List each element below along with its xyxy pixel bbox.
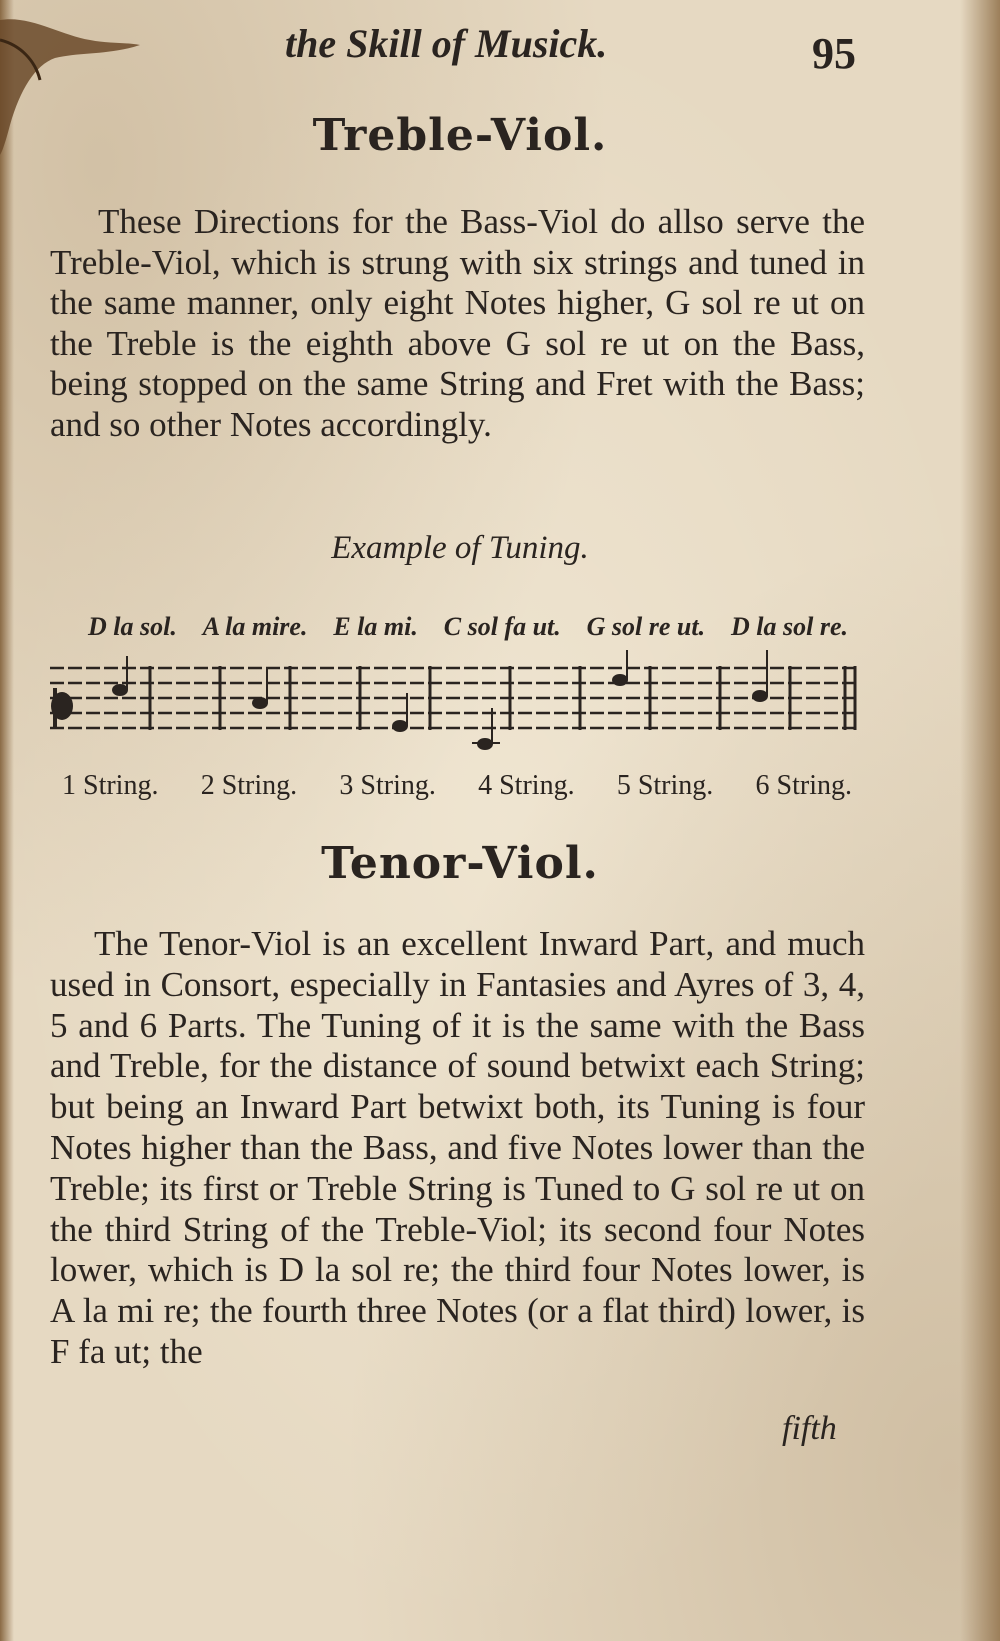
page-edge-left [0, 0, 14, 1641]
catchword: fifth [782, 1410, 837, 1447]
string-label: 1 String. [62, 770, 159, 801]
string-label: 5 String. [616, 770, 714, 801]
treble-viol-title: Treble-Viol. [312, 110, 608, 161]
tenor-viol-paragraph: The Tenor-Viol is an excellent Inward Part, and much used in Consort, especially in Fantasies and Ayres of 3, 4, 5 and 6 Parts. The Tuning of it is the same with the Bass and Treble, for the distance of sound betwixt each String; but being an Inward Part betwixt both, its Tuning is four Notes higher than the Bass, and five Notes lower than the Treble; its first or Treble String is Tuned to G sol re ut on the third String of the Treble-Viol; its second four Notes lower, which is D la sol re; the third four Notes lower, is A la mi re; the fourth three Notes (or a flat third) lower, is F fa ut; the [50, 924, 865, 1371]
string-label: 4 String. [478, 770, 575, 801]
note-name: G sol re ut. [586, 612, 706, 641]
note-name: A la mire. [202, 612, 308, 641]
page-number: 95 [812, 29, 856, 78]
running-head: the Skill of Musick. [285, 21, 608, 66]
note-head [393, 721, 407, 731]
note-head [753, 691, 767, 701]
notes [113, 650, 767, 749]
note-head [613, 675, 627, 685]
string-label: 3 String. [339, 770, 436, 801]
note-name: E la mi. [333, 612, 418, 641]
staff-lines [50, 668, 860, 728]
note-name: C sol fa ut. [443, 612, 561, 641]
clef-icon [51, 688, 73, 728]
treble-viol-paragraph: These Directions for the Bass-Viol do allso serve the Treble-Viol, which is strung with six strings and tuned in the same manner, only eight Notes higher, G sol re ut on the Treble is the eighth above G sol re ut on the Bass, being stopped on the same String and Fret with the Bass; and so other Notes accordingly. [50, 202, 865, 444]
note-head [113, 685, 127, 695]
note-names-row [88, 612, 848, 642]
string-label: 6 String. [755, 770, 852, 801]
page-edge-right [960, 0, 1000, 1641]
string-label: 2 String. [200, 770, 298, 801]
music-staff [50, 648, 860, 758]
note-head [253, 698, 267, 708]
example-caption: Example of Tuning. [331, 530, 589, 566]
note-name: D la sol. [88, 612, 177, 641]
string-labels-row [62, 770, 852, 802]
tenor-viol-title: Tenor-Viol. [321, 838, 599, 889]
note-name: D la sol re. [730, 612, 848, 641]
